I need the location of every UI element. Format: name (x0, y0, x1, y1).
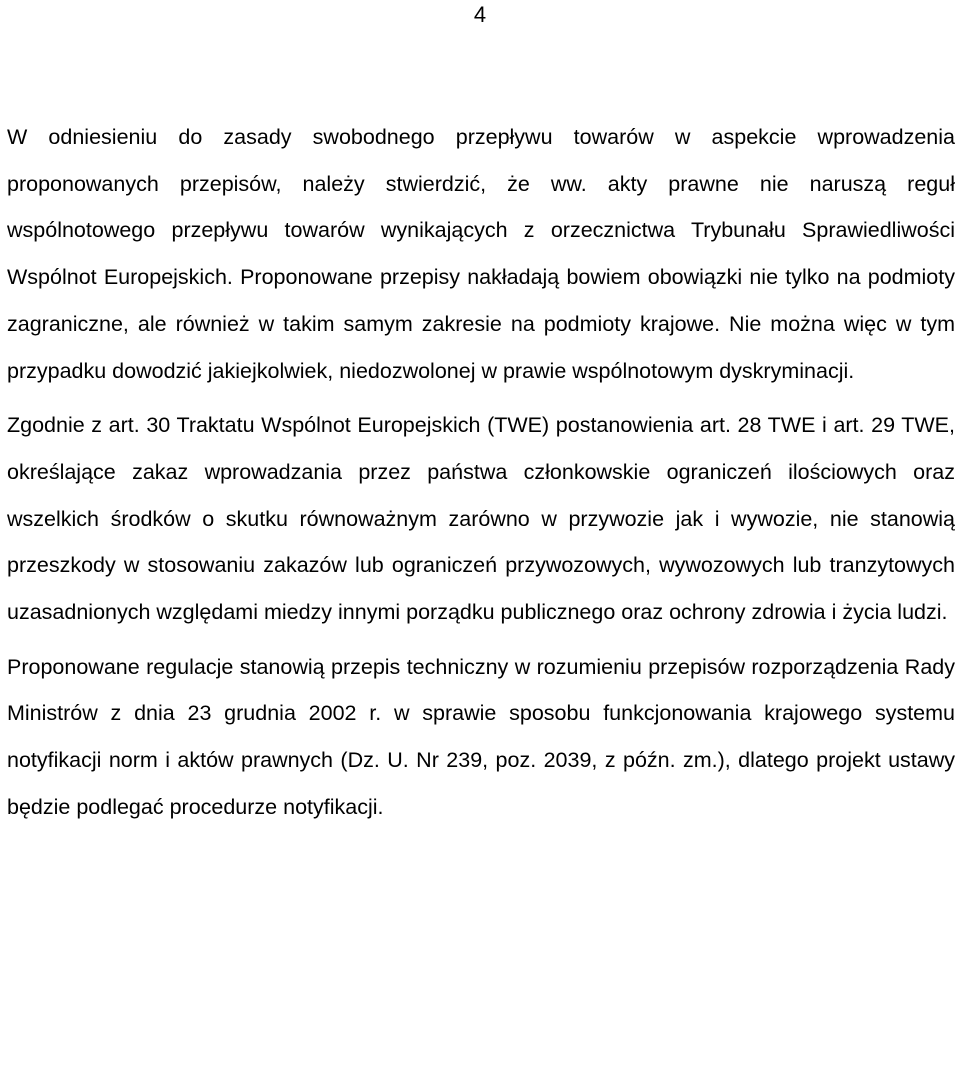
document-body (7, 114, 955, 831)
paragraph-treaty-article-30: Zgodnie z art. 30 Traktatu Wspólnot Europejskich (TWE) postanowienia art. 28 TWE i art. 29 TWE, określające zakaz wprowadzania przez państwa członkowskie ograniczeń ilościowych oraz wszelkich środków o skutku równoważnym zarówno w przywozie jak i wywozie, nie stanowią przeszkody w stosowaniu zakazów lub ograniczeń przywozowych, wywozowych lub tranzytowych uzasadnionych względami miedzy innymi porządku publicznego oraz ochrony zdrowia i życia ludzi. (7, 413, 955, 625)
paragraph-technical-regulation: Proponowane regulacje stanowią przepis techniczny w rozumieniu przepisów rozporządzenia Rady Ministrów z dnia 23 grudnia 2002 r. w sprawie sposobu funkcjonowania krajowego systemu notyfikacji norm i aktów prawnych (Dz. U. Nr 239, poz. 2039, z późn. zm.), dlatego projekt ustawy będzie podlegać procedurze notyfikacji. (7, 654, 955, 819)
page-number: 4 (473, 2, 487, 27)
paragraph-free-movement: W odniesieniu do zasady swobodnego przepływu towarów w aspekcie wprowadzenia proponowanych przepisów, należy stwierdzić, że ww. akty prawne nie naruszą reguł wspólnotowego przepływu towarów wynikających z orzecznictwa Trybunału Sprawiedliwości Wspólnot Europejskich. Proponowane przepisy nakładają bowiem obowiązki nie tylko na podmioty zagraniczne, ale również w takim samym zakresie na podmioty krajowe. Nie można więc w tym przypadku dowodzić jakiejkolwiek, niedozwolonej w prawie wspólnotowym dyskryminacji. (7, 125, 955, 383)
